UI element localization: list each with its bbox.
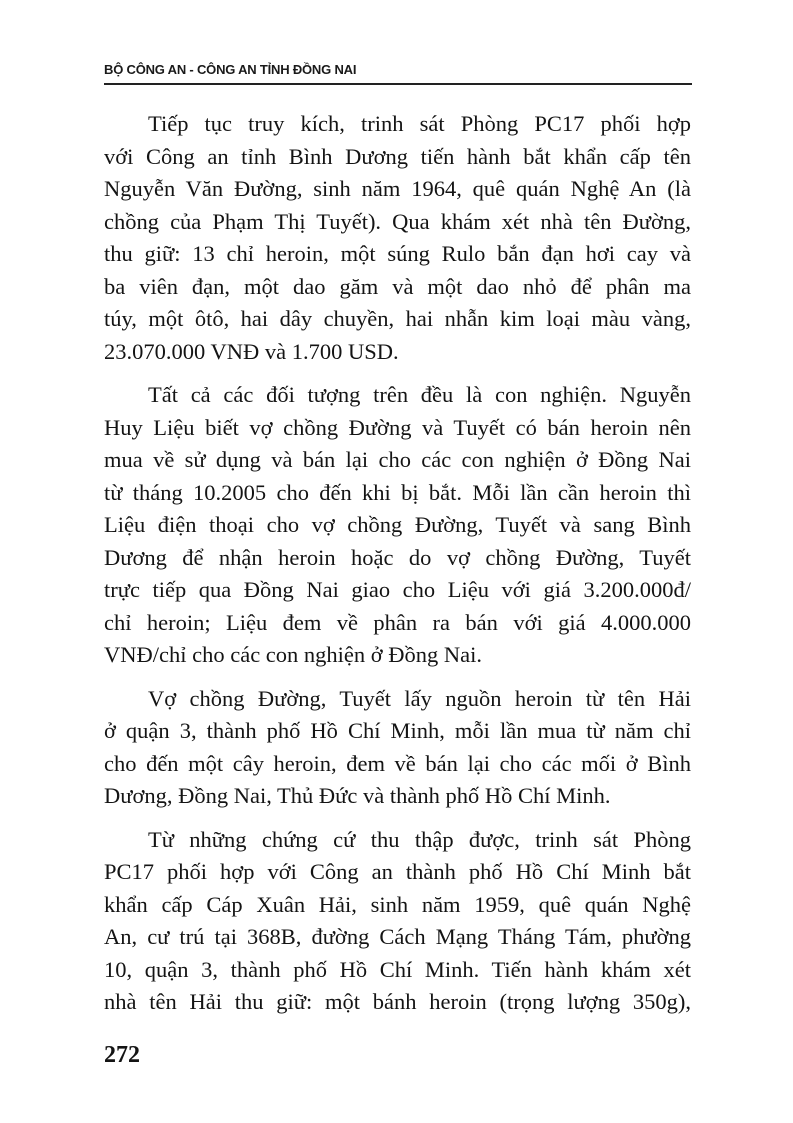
running-header: BỘ CÔNG AN - CÔNG AN TỈNH ĐỒNG NAI <box>104 62 357 77</box>
text-line: Dương để nhận heroin hoặc do vợ chồng Đường, Tuyết <box>104 544 691 570</box>
text-line: Tất cả các đối tượng trên đều là con nghiện. Nguyễn <box>148 382 691 407</box>
text-line: Dương, Đồng Nai, Thủ Đức và thành phố Hồ Chí Minh. <box>104 783 611 808</box>
text-line: túy, một ôtô, hai dây chuyền, hai nhẫn kim loại màu vàng, <box>104 306 691 331</box>
text-line: VNĐ/chỉ cho các con nghiện ở Đồng Nai. <box>104 642 483 667</box>
text-line: ở quận 3, thành phố Hồ Chí Minh, mỗi lần mua từ năm chỉ <box>104 718 691 743</box>
text-line: Nguyễn Văn Đường, sinh năm 1964, quê quán Nghệ An (là <box>104 176 691 201</box>
text-line: mua về sử dụng và bán lại cho các con nghiện ở Đồng Nai <box>104 447 691 472</box>
header-rule <box>104 83 692 85</box>
text-line: 23.070.000 VNĐ và 1.700 USD. <box>104 338 399 364</box>
text-line: Liệu điện thoại cho vợ chồng Đường, Tuyết và sang Bình <box>104 512 691 537</box>
text-line: trực tiếp qua Đồng Nai giao cho Liệu với giá 3.200.000đ/ <box>104 577 691 602</box>
paragraph <box>104 108 691 368</box>
text-line: 10, quận 3, thành phố Hồ Chí Minh. Tiến hành khám xét <box>104 956 691 982</box>
text-line: Huy Liệu biết vợ chồng Đường và Tuyết có bán heroin nên <box>104 414 691 440</box>
text-line: Vợ chồng Đường, Tuyết lấy nguồn heroin từ tên Hải <box>148 685 691 711</box>
text-line: ba viên đạn, một dao găm và một dao nhỏ để phân ma <box>104 273 691 299</box>
text-line: chỉ heroin; Liệu đem về phân ra bán với giá 4.000.000 <box>104 609 691 635</box>
paragraph <box>104 683 691 813</box>
text-line: với Công an tỉnh Bình Dương tiến hành bắt khẩn cấp tên <box>104 143 691 169</box>
text-line: từ tháng 10.2005 cho đến khi bị bắt. Mỗi lần cần heroin thì <box>104 479 691 505</box>
text-line: An, cư trú tại 368B, đường Cách Mạng Tháng Tám, phường <box>104 924 691 949</box>
text-line: PC17 phối hợp với Công an thành phố Hồ Chí Minh bắt <box>104 859 691 884</box>
page-body <box>104 108 691 1030</box>
text-line: nhà tên Hải thu giữ: một bánh heroin (trọng lượng 350g), <box>104 989 691 1014</box>
text-line: cho đến một cây heroin, đem về bán lại cho các mối ở Bình <box>104 750 691 776</box>
text-line: Từ những chứng cứ thu thập được, trinh sát Phòng <box>148 826 691 852</box>
paragraph <box>104 824 691 1019</box>
text-line: khẩn cấp Cáp Xuân Hải, sinh năm 1959, quê quán Nghệ <box>104 891 691 917</box>
paragraph <box>104 379 691 672</box>
page-number: 272 <box>104 1042 140 1068</box>
text-line: Tiếp tục truy kích, trinh sát Phòng PC17 phối hợp <box>148 111 691 136</box>
text-line: chồng của Phạm Thị Tuyết). Qua khám xét nhà tên Đường, <box>104 208 691 234</box>
text-line: thu giữ: 13 chỉ heroin, một súng Rulo bắn đạn hơi cay và <box>104 241 691 266</box>
